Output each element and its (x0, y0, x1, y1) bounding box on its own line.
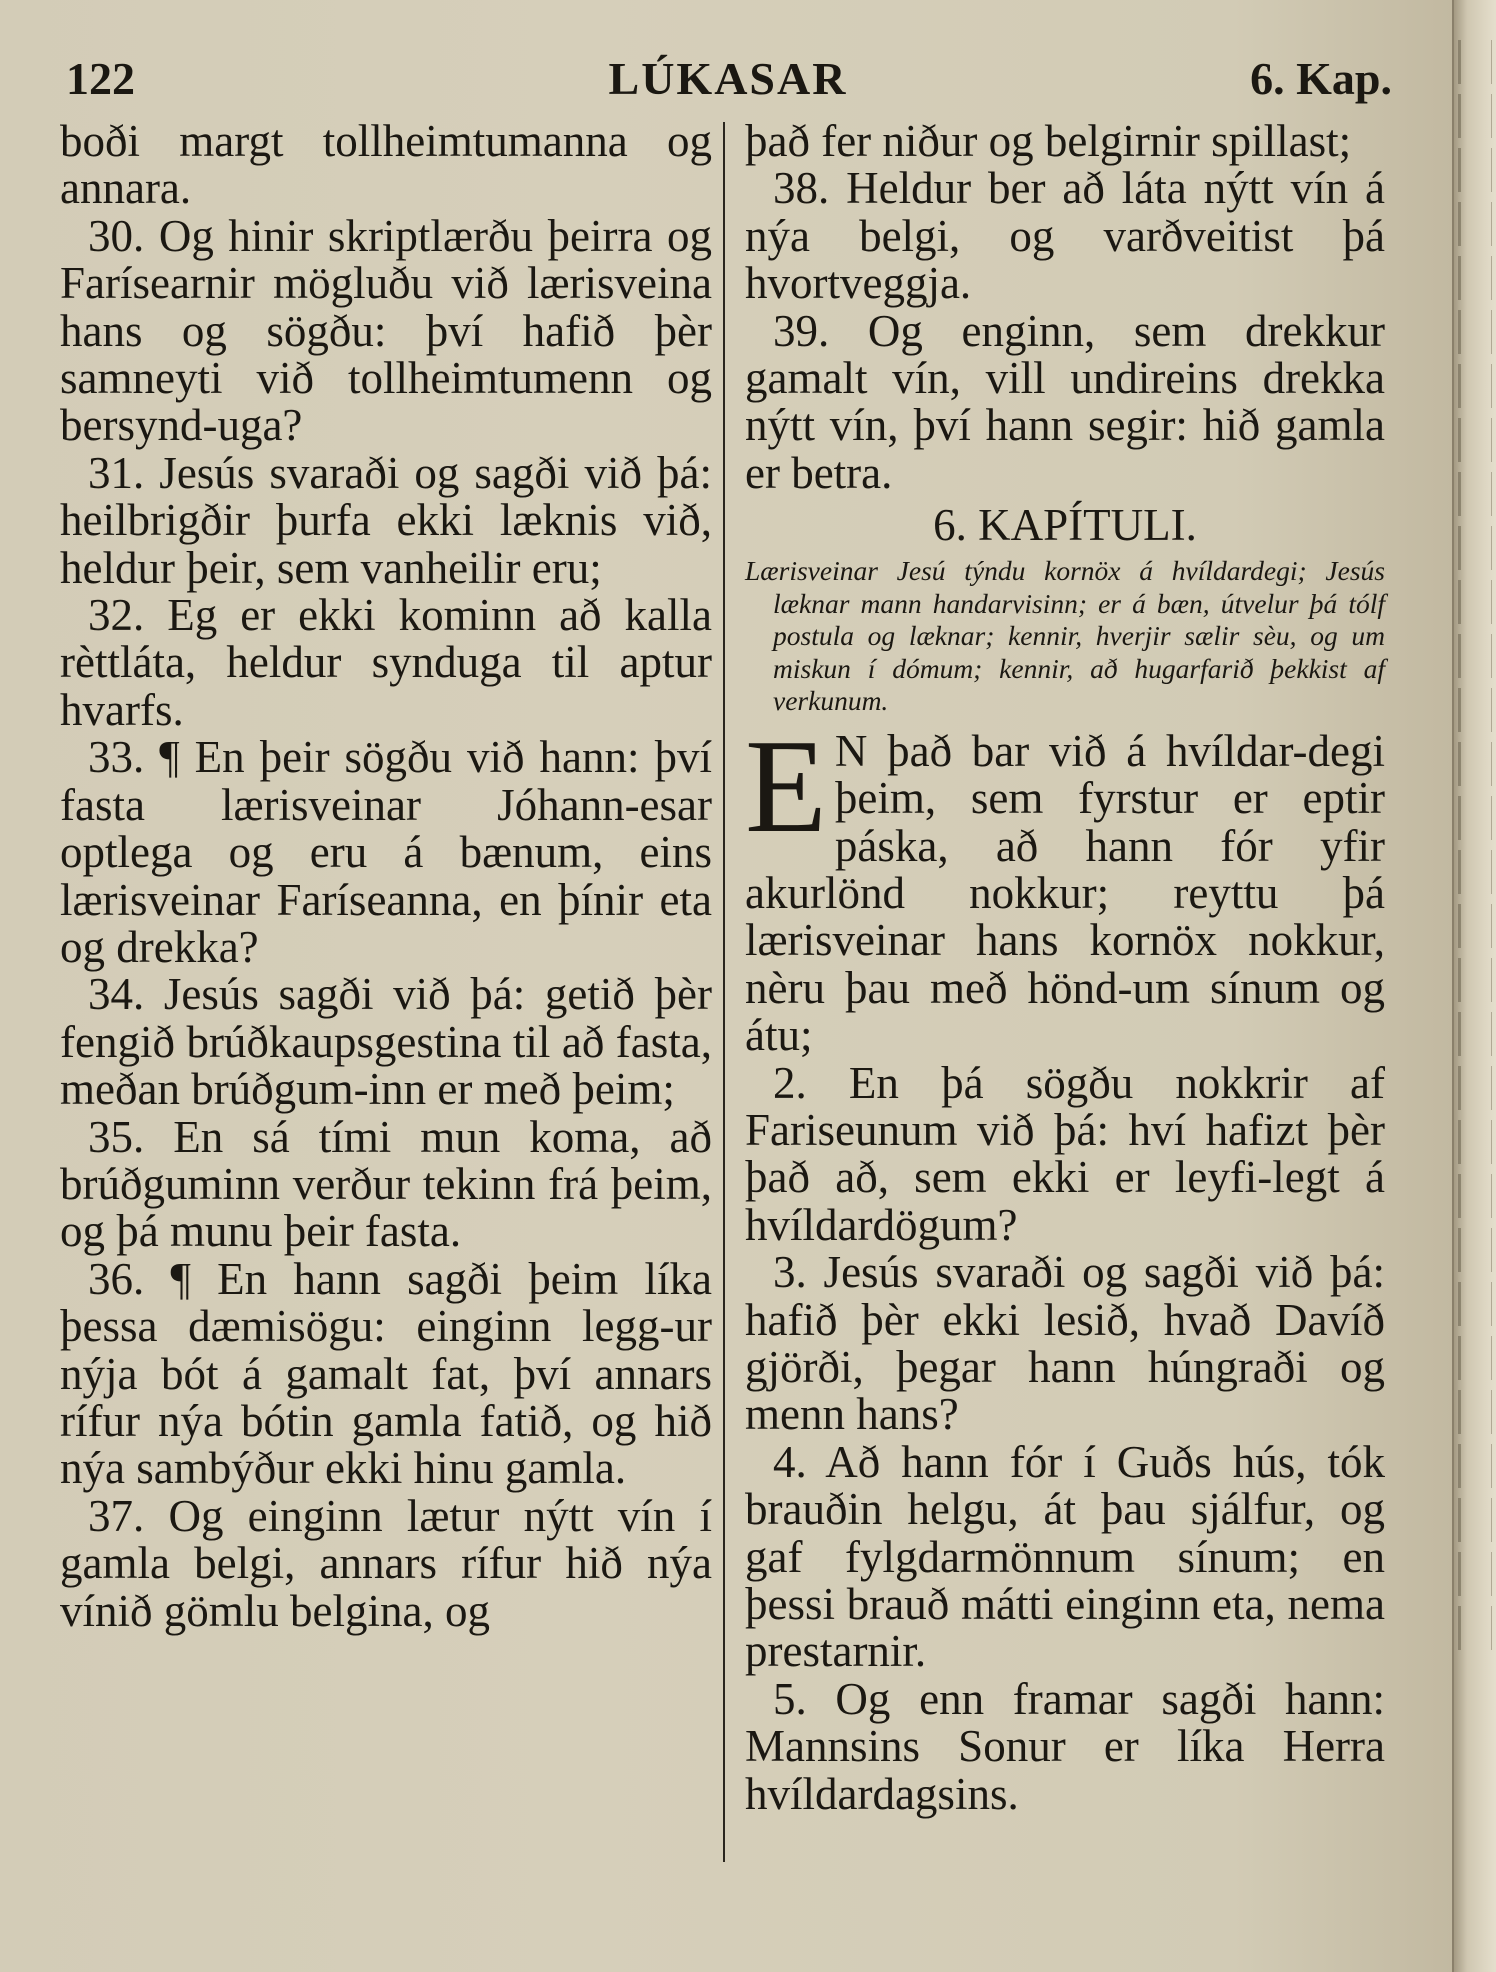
verse-35: 35. En sá tími mun koma, að brúðguminn verður tekinn frá þeim, og þá munu þeir fasta. (60, 1111, 712, 1257)
verse-33: 33. ¶ En þeir sögðu við hann: því fasta lærisveinar Jóhann-esar optlega og eru á bænum, eins lærisveinar Faríseanna, en þínir eta og drekka? (60, 732, 712, 972)
verse-34: 34. Jesús sagði við þá: getið þèr fengið brúðkaupsgestina til að fasta, meðan brúðgum-inn er með þeim; (60, 969, 712, 1115)
verse-31: 31. Jesús svaraði og sagði við þá: heilbrigðir þurfa ekki læknis við, heldur þeir, sem vanheilir eru; (60, 447, 712, 593)
verse-1 (745, 711, 1385, 1061)
verse-32: 32. Eg er ekki kominn að kalla rèttláta, heldur synduga til aptur hvarfs. (60, 590, 712, 735)
chapter-summary: Lærisveinar Jesú týndu kornöx á hvíldardegi; Jesús læknar mann handarvisinn; er á bæn, útvelur þá tólf postula og læknar; kennir, hverjir sælir sèu, og um miskun í dómum; kennir, að hugarfarið þekkist af verkunum. (745, 555, 1385, 717)
chapter-reference: 6. Kap. (1250, 53, 1392, 104)
book-title: LÚKASAR (608, 53, 848, 104)
facing-page-text-fragments (1458, 40, 1492, 1660)
drop-cap-letter: E (745, 711, 827, 860)
left-column (60, 118, 712, 1635)
verse-1-text: N það bar við á hvíldar-degi þeim, sem fyrstur er eptir páska, að hann fór yfir akurlönd nokkur; reyttu þá lærisveinar hans kornöx nokkur, nèru þau með hönd-um sínum og átu; (745, 725, 1385, 1061)
column-divider (723, 122, 725, 1862)
verse-4: 4. Að hann fór í Guðs hús, tók brauðin helgu, át þau sjálfur, og gaf fylgdarmönnum sínum; en þessi brauð mátti einginn eta, nema prestarnir. (745, 1436, 1385, 1677)
verse-2: 2. En þá sögðu nokkrir af Fariseunum við þá: hví hafizt þèr það að, sem ekki er leyfi-legt á hvíldardögum? (745, 1057, 1385, 1250)
verse-30: 30. Og hinir skriptlærðu þeirra og Farísearnir mögluðu við lærisveina hans og sögðu: því hafið þèr samneyti við tollheimtumenn og bersynd-uga? (60, 210, 712, 451)
chapter-heading: 6. KAPÍTULI. (933, 500, 1197, 551)
running-header (64, 44, 1392, 114)
verse-39: 39. Og enginn, sem drekkur gamalt vín, vill undireins drekka nýtt vín, því hann segir: hið gamla er betra. (745, 305, 1385, 498)
verse-37: 37. Og einginn lætur nýtt vín í gamla belgi, annars rífur hið nýa vínið gömlu belgina, og (60, 1490, 712, 1636)
verse-38: 38. Heldur ber að láta nýtt vín á nýa belgi, og varðveitist þá hvortveggja. (745, 163, 1385, 309)
verse-text: boði margt tollheimtumanna og annara. (60, 116, 712, 214)
verse-5: 5. Og enn framar sagði hann: Mannsins Sonur er líka Herra hvíldardagsins. (745, 1673, 1385, 1819)
verse-3: 3. Jesús svaraði og sagði við þá: hafið þèr ekki lesið, hvað Davíð gjörði, þegar hann húngraði og menn hans? (745, 1247, 1385, 1440)
right-column (745, 118, 1385, 1818)
verse-36: 36. ¶ En hann sagði þeim líka þessa dæmisögu: einginn legg-ur nýja bót á gamalt fat, því annars rífur nýa bótin gamla fatið, og hið nýa sambýður ekki hinu gamla. (60, 1253, 712, 1494)
page-number: 122 (66, 53, 135, 104)
verse-text: það fer niður og belgirnir spillast; (745, 116, 1352, 166)
